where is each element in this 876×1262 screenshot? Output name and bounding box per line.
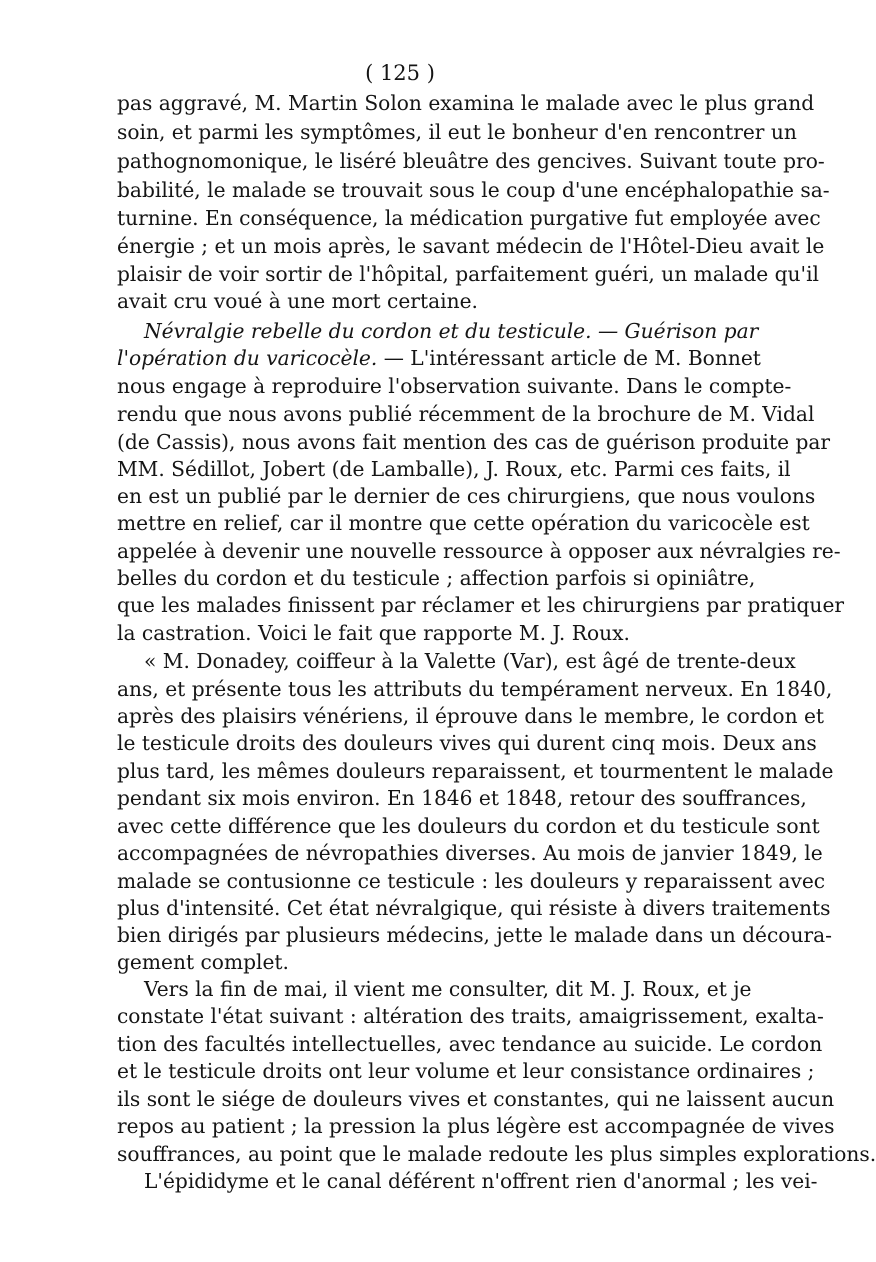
text-line: gement complet. xyxy=(117,950,289,974)
text-line: MM. Sédillot, Jobert (de Lamballe), J. Roux, etc. Parmi ces faits, il xyxy=(117,457,791,481)
text-line: que les malades finissent par réclamer et les chirurgiens par pratiquer xyxy=(117,593,845,617)
text-line: repos au patient ; la pression la plus légère est accompagnée de vives xyxy=(117,1114,835,1138)
text-line: souffrances, au point que le malade redoute les plus simples explorations. xyxy=(117,1142,876,1166)
text-line: pas aggravé, M. Martin Solon examina le malade avec le plus grand xyxy=(117,91,815,115)
section-title-part: Névralgie rebelle du cordon et du testicule. — Guérison par xyxy=(144,319,759,343)
text-line: ans, et présente tous les attributs du tempérament nerveux. En 1840, xyxy=(117,677,833,701)
text-line: avec cette différence que les douleurs du cordon et du testicule sont xyxy=(117,814,820,838)
text-line: babilité, le malade se trouvait sous le coup d'une encéphalopathie sa- xyxy=(117,178,830,202)
text-line: tion des facultés intellectuelles, avec tendance au suicide. Le cordon xyxy=(117,1032,823,1056)
text-line: belles du cordon et du testicule ; affection parfois si opiniâtre, xyxy=(117,566,756,590)
section-title-line xyxy=(144,316,759,346)
text-line: bien dirigés par plusieurs médecins, jette le malade dans un découra- xyxy=(117,923,832,947)
text-line: plaisir de voir sortir de l'hôpital, parfaitement guéri, un malade qu'il xyxy=(117,262,820,286)
section-title-line xyxy=(117,343,761,373)
page-number: ( 125 ) xyxy=(365,61,435,85)
section-title-part: l'opération du varicocèle. xyxy=(117,346,378,370)
text-line: « M. Donadey, coiffeur à la Valette (Var), est âgé de trente-deux xyxy=(144,649,796,673)
text-line: L'épididyme et le canal déférent n'offrent rien d'anormal ; les vei- xyxy=(144,1169,818,1193)
text-line: énergie ; et un mois après, le savant médecin de l'Hôtel-Dieu avait le xyxy=(117,234,825,258)
text-line: accompagnées de névropathies diverses. Au mois de janvier 1849, le xyxy=(117,841,823,865)
text-line: constate l'état suivant : altération des traits, amaigrissement, exalta- xyxy=(117,1004,824,1028)
text-line: pathognomonique, le liséré bleuâtre des gencives. Suivant toute pro- xyxy=(117,149,825,173)
text-line: Vers la fin de mai, il vient me consulter, dit M. J. Roux, et je xyxy=(144,977,752,1001)
section-text-part: — L'intéressant article de M. Bonnet xyxy=(383,346,761,370)
text-line: avait cru voué à une mort certaine. xyxy=(117,289,478,313)
text-line: le testicule droits des douleurs vives qui durent cinq mois. Deux ans xyxy=(117,731,817,755)
text-line: mettre en relief, car il montre que cette opération du varicocèle est xyxy=(117,511,810,535)
text-line: plus d'intensité. Cet état névralgique, qui résiste à divers traitements xyxy=(117,896,831,920)
text-line: rendu que nous avons publié récemment de la brochure de M. Vidal xyxy=(117,402,815,426)
text-line: appelée à devenir une nouvelle ressource à opposer aux névralgies re- xyxy=(117,539,841,563)
text-line: la castration. Voici le fait que rapporte M. J. Roux. xyxy=(117,621,630,645)
text-line: et le testicule droits ont leur volume et leur consistance ordinaires ; xyxy=(117,1059,815,1083)
text-line: turnine. En conséquence, la médication purgative fut employée avec xyxy=(117,206,821,230)
text-line: en est un publié par le dernier de ces chirurgiens, que nous voulons xyxy=(117,484,816,508)
text-line: (de Cassis), nous avons fait mention des cas de guérison produite par xyxy=(117,430,831,454)
text-line: ils sont le siége de douleurs vives et constantes, qui ne laissent aucun xyxy=(117,1087,835,1111)
text-line: pendant six mois environ. En 1846 et 1848, retour des souffrances, xyxy=(117,786,807,810)
text-line: soin, et parmi les symptômes, il eut le bonheur d'en rencontrer un xyxy=(117,120,797,144)
text-line: nous engage à reproduire l'observation suivante. Dans le compte- xyxy=(117,374,792,398)
text-line: malade se contusionne ce testicule : les douleurs y reparaissent avec xyxy=(117,869,826,893)
text-line: plus tard, les mêmes douleurs reparaissent, et tourmentent le malade xyxy=(117,759,834,783)
text-line: après des plaisirs vénériens, il éprouve dans le membre, le cordon et xyxy=(117,704,825,728)
